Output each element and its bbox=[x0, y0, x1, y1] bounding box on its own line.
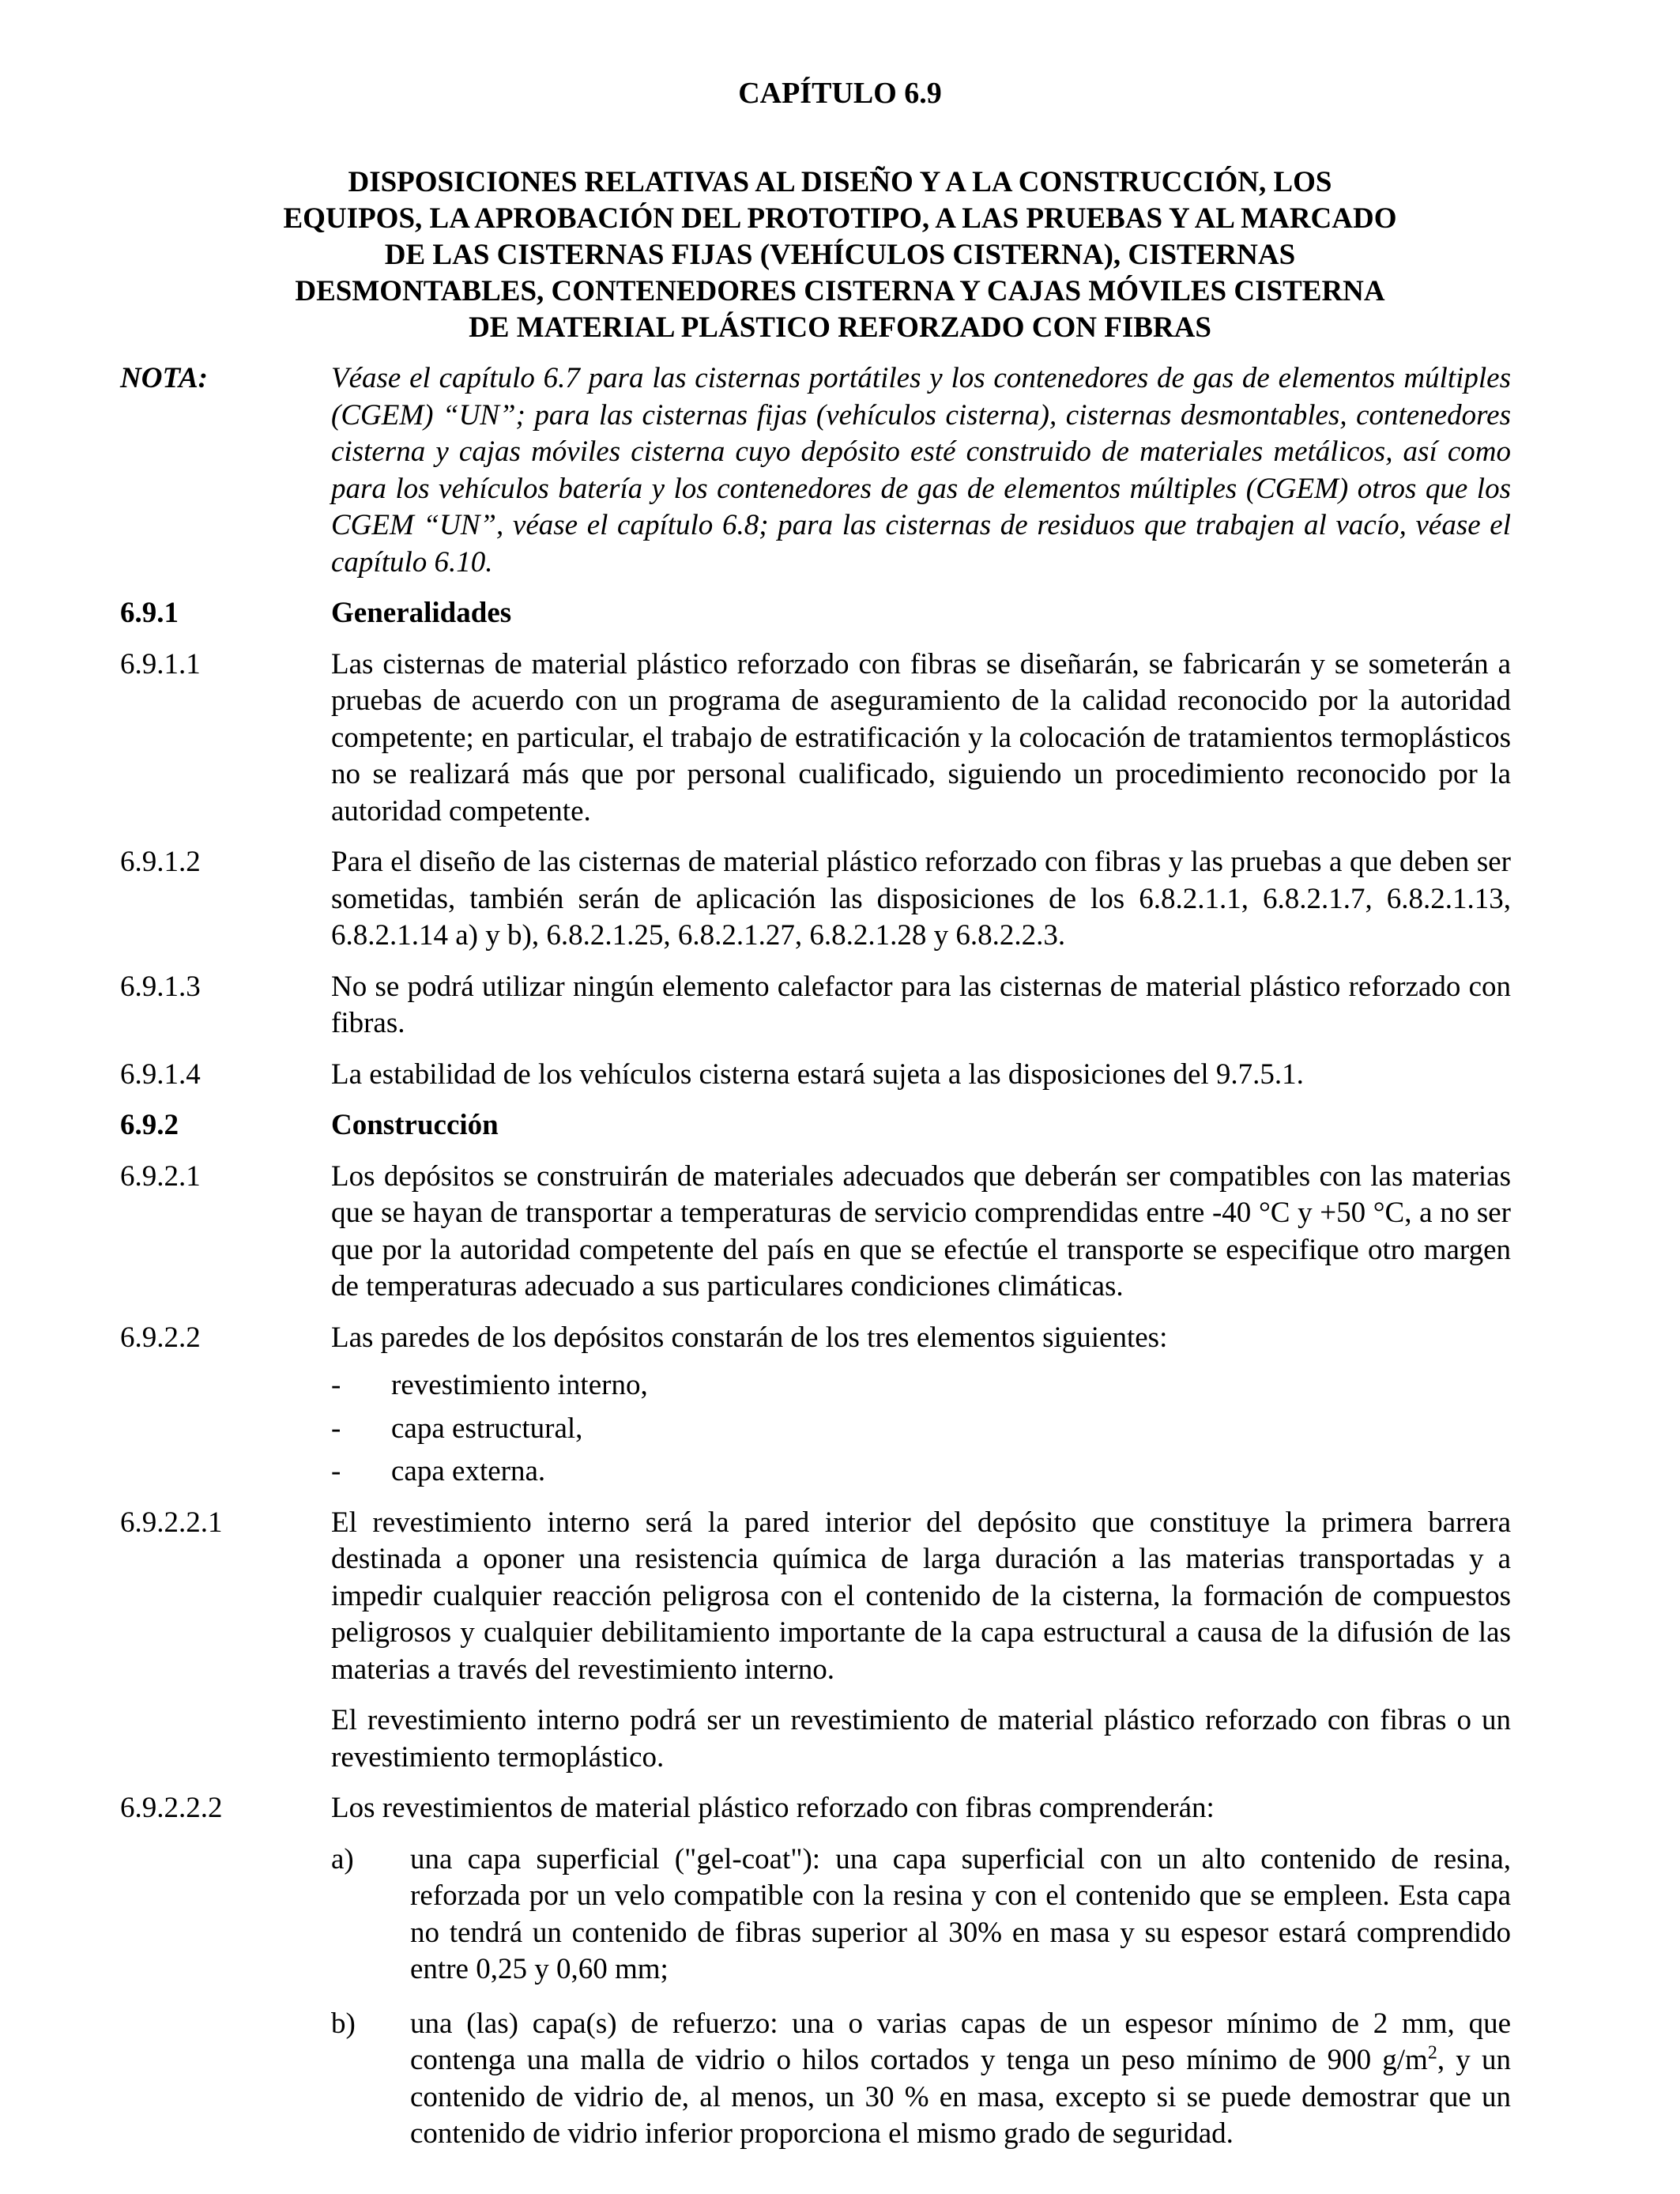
title-line: DE LAS CISTERNAS FIJAS (VEHÍCULOS CISTERNA), CISTERNAS bbox=[384, 239, 1296, 271]
paragraph-number: 6.9.2.2.2 bbox=[120, 1792, 223, 1824]
section-number: 6.9.2 bbox=[120, 1109, 179, 1141]
paragraph-text: Para el diseño de las cisternas de material plástico reforzado con fibras y las pruebas a que deben ser sometidas, también serán de aplicación las disposiciones de los 6.8.2.1.1, 6.8.2.1.7, 6.8.2.1.13, 6.8.2.1.14 a) y b), 6.8.2.1.25, 6.8.2.1.27, 6.8.2.1.28 y 6.8.2.2.3. bbox=[331, 846, 1511, 952]
paragraph-number: 6.9.2.2 bbox=[120, 1321, 201, 1354]
section-title: Generalidades bbox=[331, 597, 512, 629]
paragraph-continuation: El revestimiento interno podrá ser un revestimiento de material plástico reforzado con fibras o un revestimiento termoplástico. bbox=[331, 1704, 1511, 1774]
item-letter: a) bbox=[331, 1842, 354, 1875]
item-text-part: , y un contenido de vidrio de, al menos, un 30 % en masa, excepto si se puede demostrar que un contenido de vidrio inferior proporciona el mismo grado de seguridad. bbox=[410, 2044, 1511, 2150]
title-line: DESMONTABLES, CONTENEDORES CISTERNA Y CAJAS MÓVILES CISTERNA bbox=[295, 275, 1385, 307]
note-text: Véase el capítulo 6.7 para las cisternas portátiles y los contenedores de gas de elementos múltiples (CGEM) “UN”; para las cisternas fijas (vehículos cisterna), cisternas desmontables, contenedores cisterna y cajas móviles cisterna cuyo depósito esté construido de materiales metálicos, así como para los vehículos batería y los contenedores de gas de elementos múltiples (CGEM) otros que los CGEM “UN”, véase el capítulo 6.8; para las cisternas de residuos que trabajen al vacío, véase el capítulo 6.10. bbox=[331, 362, 1511, 579]
paragraph-number: 6.9.2.1 bbox=[120, 1159, 201, 1193]
paragraph-6-9-1-4 bbox=[120, 1057, 1511, 1094]
list-item-text: capa estructural, bbox=[391, 1412, 583, 1445]
dash-bullet: - bbox=[331, 1455, 341, 1487]
paragraph-text: No se podrá utilizar ningún elemento calefactor para las cisternas de material plástico reforzado con fibras. bbox=[331, 970, 1511, 1039]
item-letter: b) bbox=[331, 2007, 356, 2040]
list-item bbox=[331, 1367, 1511, 1404]
paragraph-number: 6.9.1.1 bbox=[120, 647, 201, 680]
item-text-part: una (las) capa(s) de refuerzo: una o varias capas de un espesor mínimo de 2 mm, que contenga una malla de vidrio o hilos cortados y tenga un peso mínimo de 900 g/m bbox=[410, 2007, 1511, 2076]
section-heading-6-9-2 bbox=[120, 1107, 1511, 1144]
dash-bullet: - bbox=[331, 1369, 341, 1401]
list-item bbox=[331, 1453, 1511, 1491]
paragraph-6-9-2-2-1 bbox=[120, 1505, 1511, 1689]
title-line: DISPOSICIONES RELATIVAS AL DISEÑO Y A LA CONSTRUCCIÓN, LOS bbox=[348, 166, 1332, 198]
paragraph-text: El revestimiento interno será la pared interior del depósito que constituye la primera barrera destinada a oponer una resistencia química de larga duración a las materias transportadas y a impedir cualquier reacción peligrosa con el contenido de la cisterna, la formación de compuestos peligrosos y cualquier debilitamiento importante de la capa estructural a causa de la difusión de las materias a través del revestimiento interno. bbox=[331, 1506, 1511, 1686]
paragraph-number: 6.9.1.2 bbox=[120, 846, 201, 878]
list-item-b bbox=[331, 2006, 1511, 2153]
paragraph-number: 6.9.1.3 bbox=[120, 970, 201, 1003]
list-item-a bbox=[331, 1842, 1511, 1989]
list-item bbox=[331, 1411, 1511, 1448]
paragraph-text: Los depósitos se construirán de materiales adecuados que deberán ser compatibles con las materias que se hayan de transportar a temperaturas de servicio comprendidas entre -40 °C y +50 °C, a no ser que por la autoridad competente del país en que se efectúe el transporte se especifique otro margen de temperaturas adecuado a sus particulares condiciones climáticas. bbox=[331, 1159, 1511, 1302]
paragraph-6-9-1-2 bbox=[120, 844, 1511, 955]
dash-bullet: - bbox=[331, 1412, 341, 1445]
superscript: 2 bbox=[1427, 2042, 1437, 2064]
note-block bbox=[120, 360, 1511, 581]
paragraph-number: 6.9.2.2.1 bbox=[120, 1506, 223, 1539]
chapter-heading: CAPÍTULO 6.9 bbox=[738, 77, 942, 110]
section-number: 6.9.1 bbox=[120, 597, 179, 629]
paragraph-6-9-1-3 bbox=[120, 969, 1511, 1042]
wall-elements-list bbox=[331, 1367, 1511, 1491]
paragraph-text: Las cisternas de material plástico reforzado con fibras se diseñarán, se fabricarán y se someterán a pruebas de acuerdo con un programa de aseguramiento de la calidad reconocido por la autoridad competente; en particular, el trabajo de estratificación y la colocación de tratamientos termoplásticos no se realizará más que por personal cualificado, siguiendo un procedimiento reconocido por la autoridad competente. bbox=[331, 647, 1511, 827]
section-title: Construcción bbox=[331, 1109, 499, 1141]
paragraph-number: 6.9.1.4 bbox=[120, 1057, 201, 1091]
paragraph-text: Las paredes de los depósitos constarán de los tres elementos siguientes: bbox=[331, 1321, 1168, 1354]
paragraph-6-9-2-2-2 bbox=[120, 1790, 1511, 1827]
list-item-text: revestimiento interno, bbox=[391, 1369, 648, 1401]
paragraph-6-9-1-1 bbox=[120, 647, 1511, 831]
item-text: una capa superficial ("gel-coat"): una capa superficial con un alto contenido de resina, reforzada por un velo compatible con la resina y con el contenido que se empleen. Esta capa no tendrá un contenido de fibras superior al 30% en masa y su espesor estará comprendido entre 0,25 y 0,60 mm; bbox=[410, 1842, 1511, 1985]
paragraph-text: La estabilidad de los vehículos cisterna estará sujeta a las disposiciones del 9.7.5.1. bbox=[331, 1057, 1304, 1091]
paragraph-text: Los revestimientos de material plástico reforzado con fibras comprenderán: bbox=[331, 1792, 1215, 1824]
list-item-text: capa externa. bbox=[391, 1455, 546, 1487]
item-text bbox=[410, 2006, 1511, 2153]
section-heading-6-9-1 bbox=[120, 595, 1511, 632]
title-line: EQUIPOS, LA APROBACIÓN DEL PROTOTIPO, A LAS PRUEBAS Y AL MARCADO bbox=[283, 202, 1397, 235]
title-line: DE MATERIAL PLÁSTICO REFORZADO CON FIBRAS bbox=[469, 311, 1211, 344]
paragraph-6-9-2-1 bbox=[120, 1159, 1511, 1306]
document-body bbox=[120, 360, 1511, 2170]
note-label: NOTA: bbox=[120, 362, 208, 394]
paragraph-6-9-2-2 bbox=[120, 1320, 1511, 1357]
chapter-title bbox=[168, 164, 1512, 346]
